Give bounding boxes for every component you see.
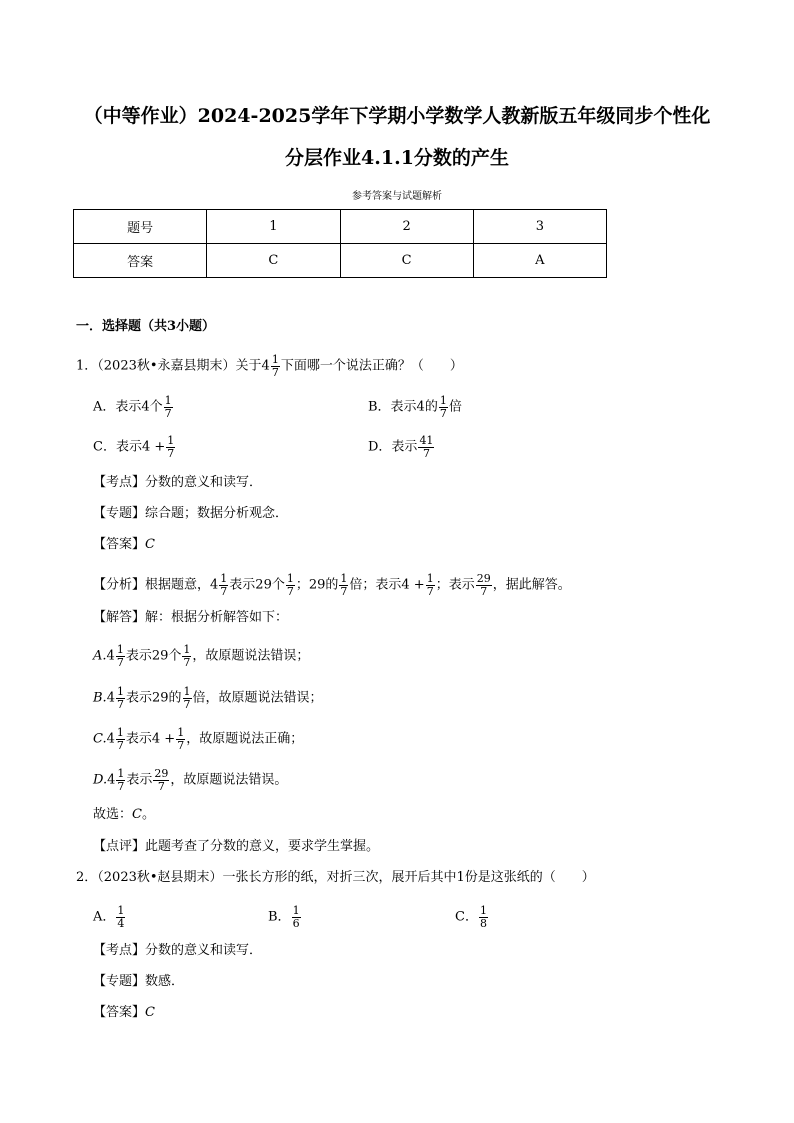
solution-label: A. — [93, 648, 107, 664]
table-row — [74, 244, 607, 278]
numerator: 41 — [419, 434, 434, 447]
denominator: 7 — [426, 584, 434, 598]
denominator: 7 — [271, 365, 279, 379]
q1-stem-a: 1．（2023秋•永嘉县期末）关于 — [76, 358, 262, 374]
q2-option-a — [93, 905, 126, 929]
numerator: 1 — [117, 767, 125, 780]
q1-solution: 【解答】解：根据分析解答如下： — [93, 610, 289, 625]
numerator: 1 — [167, 434, 175, 447]
fraction — [292, 905, 301, 929]
solution-text: ，故原题说法错误； — [192, 648, 310, 664]
q1-kaodian: 【考点】分数的意义和读写． — [93, 475, 263, 490]
fraction — [166, 435, 175, 459]
fraction — [116, 905, 125, 929]
solution-text: 表示29的 — [125, 690, 182, 706]
q1-solution-d — [93, 768, 287, 792]
solution-text: ，故原题说法错误。 — [170, 772, 288, 788]
numerator: 1 — [177, 726, 185, 739]
q2-answer — [93, 1006, 155, 1019]
q2-zhuanti: 【专题】数感． — [93, 974, 185, 989]
fraction — [219, 573, 228, 597]
analysis-text: ；29的 — [295, 577, 339, 593]
denominator: 7 — [340, 584, 348, 598]
option-text: A．表示4个 — [93, 399, 163, 415]
denominator: 7 — [157, 779, 165, 793]
fraction — [176, 727, 185, 751]
denominator: 7 — [183, 697, 191, 711]
option-text: C． — [455, 909, 478, 925]
option-text: D．表示 — [368, 439, 418, 455]
q1-comment: 【点评】此题考查了分数的意义，要求学生掌握。 — [93, 839, 380, 854]
q1-option-c — [93, 435, 176, 459]
section-title: 一．选择题（共3小题） — [76, 319, 216, 334]
answer-value: C — [145, 537, 155, 552]
q2-option-b — [268, 905, 302, 929]
numerator: 29 — [154, 767, 169, 780]
option-text: B．表示4的 — [368, 399, 438, 415]
q2-kaodian: 【考点】分数的意义和读写． — [93, 943, 263, 958]
denominator: 4 — [117, 916, 125, 930]
fraction — [153, 768, 169, 792]
mixed-whole: 4 — [106, 731, 115, 747]
fraction — [426, 573, 435, 597]
answer-value: C — [145, 1005, 155, 1020]
denominator: 7 — [183, 655, 191, 669]
numerator: 1 — [116, 685, 124, 698]
table-cell: 答案 — [74, 244, 207, 278]
q1-stem — [76, 354, 463, 378]
fraction — [339, 573, 348, 597]
numerator: 29 — [476, 572, 491, 585]
fraction — [439, 395, 448, 419]
analysis-text: ；表示 — [435, 577, 475, 593]
solution-text: ，故原题说法正确； — [186, 731, 304, 747]
table-cell: 3 — [473, 210, 606, 244]
solution-text: 表示 — [126, 772, 153, 788]
numerator: 1 — [116, 643, 124, 656]
numerator: 1 — [426, 572, 434, 585]
fraction — [116, 727, 125, 751]
mixed-whole: 4 — [210, 577, 219, 593]
q1-zhuanti: 【专题】综合题；数据分析观念． — [93, 506, 289, 521]
fraction — [116, 686, 125, 710]
choice-text: 。 — [141, 807, 155, 822]
numerator: 1 — [183, 685, 191, 698]
denominator: 7 — [164, 406, 172, 420]
q1-choice — [93, 808, 155, 821]
answer-tag: 【答案】 — [93, 1005, 146, 1020]
table-cell: C — [207, 244, 340, 278]
analysis-text: 表示29个 — [229, 577, 285, 593]
q1-option-b — [368, 395, 462, 419]
numerator: 1 — [292, 904, 300, 917]
table-row — [74, 210, 607, 244]
q1-analysis — [93, 573, 571, 597]
q1-answer — [93, 538, 155, 551]
answer-tag: 【答案】 — [93, 537, 146, 552]
fraction — [286, 573, 295, 597]
solution-text: 倍，故原题说法错误； — [192, 690, 323, 706]
numerator: 1 — [340, 572, 348, 585]
numerator: 1 — [164, 394, 172, 407]
option-text: C．表示4 + — [93, 439, 166, 455]
fraction — [418, 435, 434, 459]
mixed-whole: 4 — [107, 772, 116, 788]
table-cell: 2 — [340, 210, 473, 244]
numerator: 1 — [220, 572, 228, 585]
numerator: 1 — [116, 726, 124, 739]
analysis-text: ，据此解答。 — [492, 577, 571, 593]
denominator: 7 — [177, 738, 185, 752]
subtitle: 参考答案与试题解析 — [352, 191, 442, 202]
fraction — [183, 686, 192, 710]
denominator: 7 — [116, 697, 124, 711]
title-line-1: （中等作业）2024-2025学年下学期小学数学人教新版五年级同步个性化 — [83, 105, 711, 127]
q2-stem: 2．（2023秋•赵县期末）一张长方形的纸，对折三次，展开后其中1份是这张纸的（ ） — [76, 870, 595, 885]
q1-solution-a — [93, 644, 309, 668]
q1-option-d — [368, 435, 435, 459]
denominator: 7 — [220, 584, 228, 598]
analysis-text: 倍；表示4 + — [349, 577, 425, 593]
solution-label: B. — [93, 690, 107, 706]
option-text: A． — [93, 909, 116, 925]
title-line-2: 分层作业4.1.1分数的产生 — [285, 147, 509, 169]
mixed-whole: 4 — [106, 648, 115, 664]
denominator: 7 — [480, 584, 488, 598]
numerator: 1 — [183, 643, 191, 656]
answer-table — [73, 209, 607, 278]
choice-text: 故选： — [93, 807, 133, 822]
q1-option-a — [93, 395, 174, 419]
solution-label: D. — [93, 772, 108, 788]
solution-text: 表示4 + — [125, 731, 176, 747]
fraction — [164, 395, 173, 419]
denominator: 8 — [479, 916, 487, 930]
analysis-text: 【分析】根据题意， — [93, 577, 211, 593]
q2-option-c — [455, 905, 489, 929]
table-cell: 题号 — [74, 210, 207, 244]
numerator: 1 — [271, 353, 279, 366]
table-cell: A — [473, 244, 606, 278]
q1-solution-b — [93, 686, 323, 710]
numerator: 1 — [439, 394, 447, 407]
denominator: 7 — [422, 446, 430, 460]
mixed-whole: 4 — [106, 690, 115, 706]
solution-text: 表示29个 — [125, 648, 182, 664]
q1-stem-b: 下面哪一个说法正确？（ ） — [280, 358, 463, 374]
numerator: 1 — [286, 572, 294, 585]
mixed-whole: 4 — [261, 358, 270, 374]
q1-solution-c — [93, 727, 303, 751]
option-text: B． — [268, 909, 291, 925]
fraction — [116, 644, 125, 668]
denominator: 7 — [167, 446, 175, 460]
table-cell: C — [340, 244, 473, 278]
denominator: 6 — [292, 916, 300, 930]
table-cell: 1 — [207, 210, 340, 244]
denominator: 7 — [439, 406, 447, 420]
solution-label: C. — [93, 731, 107, 747]
option-text: 倍 — [448, 399, 462, 415]
numerator: 1 — [117, 904, 125, 917]
denominator: 7 — [116, 738, 124, 752]
denominator: 7 — [286, 584, 294, 598]
numerator: 1 — [479, 904, 487, 917]
fraction — [271, 354, 280, 378]
fraction — [479, 905, 488, 929]
choice-value: C — [132, 807, 142, 822]
fraction — [476, 573, 492, 597]
denominator: 7 — [116, 655, 124, 669]
denominator: 7 — [117, 779, 125, 793]
fraction — [116, 768, 125, 792]
fraction — [182, 644, 191, 668]
